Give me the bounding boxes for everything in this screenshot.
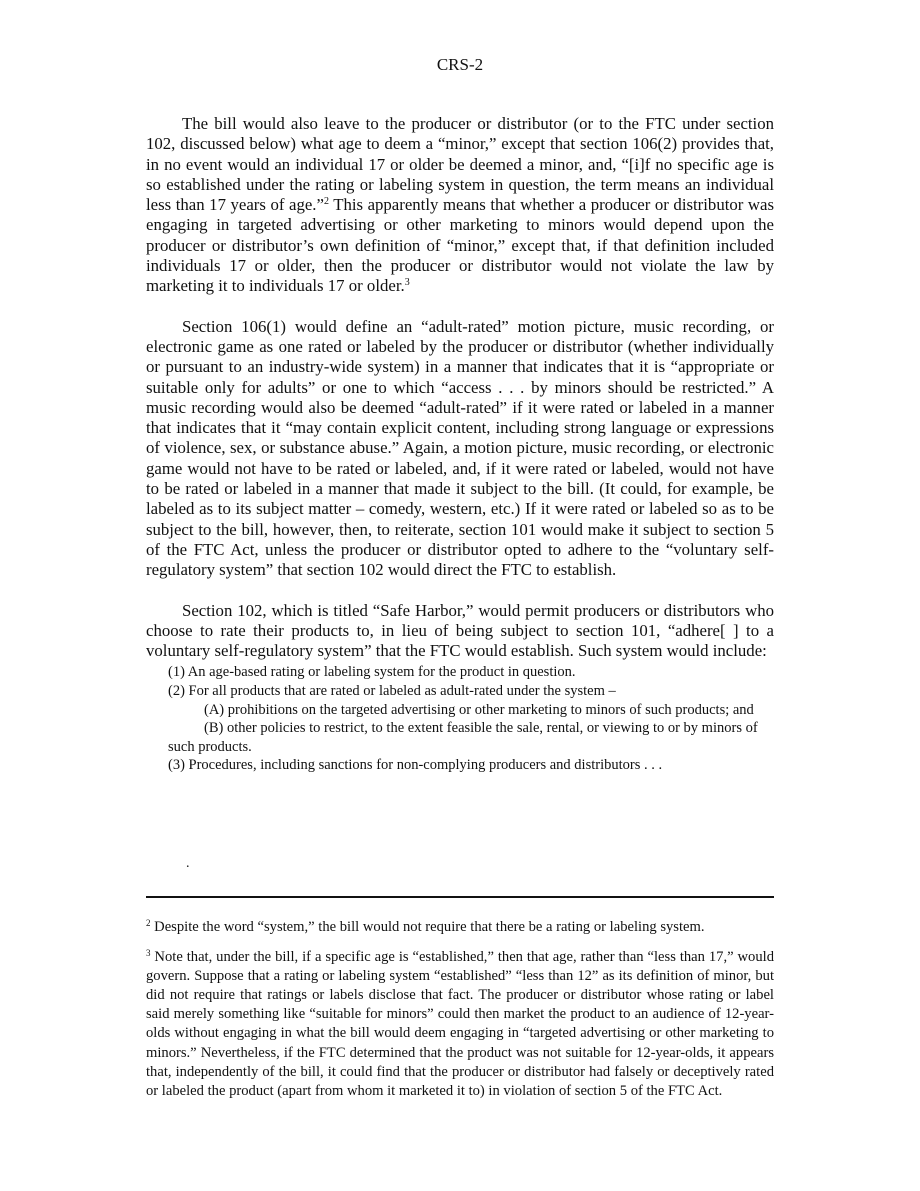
quote-item-2: (2) For all products that are rated or labeled as adult-rated under the system – bbox=[168, 683, 616, 700]
footnote-divider bbox=[146, 896, 774, 898]
quote-item-2a: (A) prohibitions on the targeted advertising or other marketing to minors of such products; and bbox=[204, 701, 754, 718]
paragraph-3: Section 102, which is titled “Safe Harbor,” would permit producers or distributors who choose to rate their products to, in lieu of being subject to section 101, “adhere[ ] to a voluntary self-regulatory system” that the FTC would establish. Such system would include: bbox=[146, 600, 774, 661]
paragraph-1-text-b: This apparently means that whether a producer or distributor was engaging in targeted advertising or other marketing to minors would depend upon the producer or distributor’s own definition of “minor,” except that, if that definition included individuals 17 or older, then the producer or distributor would not violate the law by marketing it to individuals 17 or older. bbox=[146, 195, 774, 296]
quote-item-1: (1) An age-based rating or labeling system for the product in question. bbox=[168, 664, 576, 681]
stray-mark: . bbox=[186, 856, 190, 871]
footnotes bbox=[146, 918, 774, 1112]
footnote-2 bbox=[146, 918, 774, 937]
quote-item-3: (3) Procedures, including sanctions for non-complying producers and distributors . . . bbox=[168, 757, 663, 774]
footnote-ref-2[interactable]: 2 bbox=[323, 196, 329, 208]
footnote-ref-3[interactable]: 3 bbox=[404, 277, 410, 289]
paragraph-1-text-a: The bill would also leave to the producer or distributor (or to the FTC under section 102, discussed below) what age to deem a “minor,” except that section 106(2) provides that, in no event would an individual 17 or older be deemed a minor, and, “[i]f no specific age is so established under the rating or labeling system in question, the term means an individual less than 17 years of age.” bbox=[146, 114, 774, 215]
paragraph-2: Section 106(1) would define an “adult-rated” motion picture, music recording, or electronic game as one rated or labeled by the producer or distributor (whether individually or pursuant to an industry-wide system) in a manner that indicates that it is “appropriate or suitable only for adults” or one to which “access . . . by minors should be restricted.” A music recording would also be deemed “adult-rated” if it were rated or labeled in a manner that indicates that it “may contain explicit content, including strong language or expressions of violence, sex, or substance abuse.” Again, a motion picture, music recording, or electronic game would not have to be rated or labeled, and, if it were rated or labeled, would not have to be rated or labeled in a manner that made it subject to the bill. (It could, for example, be labeled as to its subject matter – comedy, western, etc.) If it were rated or labeled so as to be subject to the bill, however, then, to reiterate, section 101 would make it subject to section 5 of the FTC Act, unless the producer or distributor opted to adhere to the “voluntary self-regulatory system” that section 102 would direct the FTC to establish. bbox=[146, 316, 774, 580]
paragraph-1 bbox=[146, 114, 774, 297]
footnote-3-text: Note that, under the bill, if a specific age is “established,” then that age, rather than “less than 17,” would govern. Suppose that a rating or labeling system “established” “less than 12” as its definition of minor, but did not require that ratings or labels disclose that fact. The producer or distributor whose rating or label said merely something like “suitable for minors” could then market the product to an audience of 12-year-olds without engaging in what the bill would deem engaging in “targeted advertising or other marketing to minors.” Nevertheless, if the FTC determined that the product was not suitable for 12-year-olds, it appears that, independently of the bill, it could find that the producer or distributor had falsely or deceptively rated or labeled the product (apart from whom it marketed it to) in violation of section 5 of the FTC Act. bbox=[146, 949, 774, 1099]
footnote-3-number: 3 bbox=[146, 948, 151, 959]
footnote-2-text: Despite the word “system,” the bill would not require that there be a rating or labeling system. bbox=[150, 919, 705, 935]
page-header: CRS-2 bbox=[436, 55, 484, 74]
block-quote bbox=[146, 663, 774, 775]
footnote-3 bbox=[146, 948, 774, 1101]
quote-item-2b: (B) other policies to restrict, to the extent feasible the sale, rental, or viewing to or by minors of such products. bbox=[168, 720, 758, 755]
body-text bbox=[146, 114, 774, 775]
footnote-2-number: 2 bbox=[146, 918, 151, 928]
